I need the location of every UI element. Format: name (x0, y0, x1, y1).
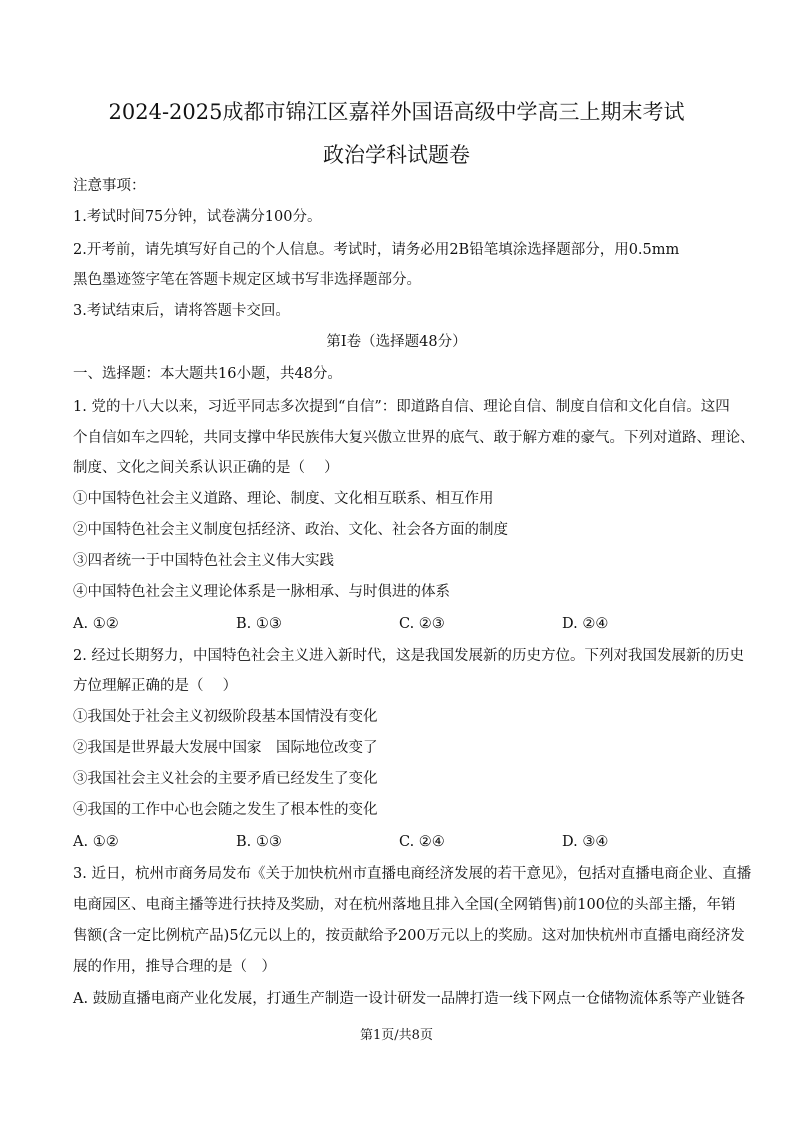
q1-option-b[interactable]: B. ①③ (236, 616, 282, 632)
page-number: 第1页/共8页 (360, 1028, 433, 1043)
q1-option-d[interactable]: D. ②④ (562, 616, 609, 632)
q1-stem-line-3: 制度、文化之间关系认识正确的是（ ） (73, 460, 339, 476)
q2-statement-4: ④我国的工作中心也会随之发生了根本性的变化 (73, 802, 378, 818)
notice-item-1: 1.考试时间75分钟，试卷满分100分。 (73, 209, 322, 225)
q2-statement-1: ①我国处于社会主义初级阶段基本国情没有变化 (73, 709, 378, 725)
section-title: 第Ⅰ卷（选择题48分） (326, 334, 467, 350)
q3-stem-line-3: 售额(含一定比例杭产品)5亿元以上的，按贡献给予200万元以上的奖励。这对加快杭州市直播电商经济发 (73, 928, 745, 944)
q1-statement-4: ④中国特色社会主义理论体系是一脉相承、与时俱进的体系 (73, 584, 450, 600)
q2-stem-line-2: 方位理解正确的是（ ） (73, 678, 238, 694)
notice-heading: 注意事项： (73, 178, 146, 194)
q1-statement-2: ②中国特色社会主义制度包括经济、政治、文化、社会各方面的制度 (73, 522, 508, 538)
q2-option-d[interactable]: D. ③④ (562, 834, 609, 850)
q2-statement-3: ③我国社会主义社会的主要矛盾已经发生了变化 (73, 771, 378, 787)
q2-option-c[interactable]: C. ②④ (399, 834, 445, 850)
q1-statement-3: ③四者统一于中国特色社会主义伟大实践 (73, 553, 334, 569)
q1-statement-1: ①中国特色社会主义道路、理论、制度、文化相互联系、相互作用 (73, 491, 494, 507)
q1-stem-line-1: 1. 党的十八大以来，习近平同志多次提到“自信”：即道路自信、理论自信、制度自信和文化自信。这四 (73, 399, 730, 415)
notice-item-2-cont: 黑色墨迹签字笔在答题卡规定区域书写非选择题部分。 (73, 272, 421, 288)
section-instruction: 一、选择题：本大题共16小题，共48分。 (73, 366, 342, 382)
q2-stem-line-1: 2. 经过长期努力，中国特色社会主义进入新时代，这是我国发展新的历史方位。下列对我国发展新的历史 (73, 648, 744, 664)
q3-stem-line-1: 3. 近日，杭州市商务局发布《关于加快杭州市直播电商经济发展的若干意见》，包括对直播电商企业、直播 (73, 866, 752, 882)
notice-item-2: 2.开考前，请先填写好自己的个人信息。考试时，请务必用2B铅笔填涂选择题部分，用0.5mm (73, 242, 680, 258)
q3-stem-line-4: 展的作用，推导合理的是（ ） (73, 959, 276, 975)
q1-option-a[interactable]: A. ①② (73, 616, 119, 632)
q1-stem-line-2: 个自信如车之四轮，共同支撑中华民族伟大复兴傲立世界的底气、敢于解方难的豪气。下列对道路、理论、 (73, 430, 755, 446)
q2-option-a[interactable]: A. ①② (73, 834, 119, 850)
q1-options (73, 614, 723, 634)
q3-stem-line-2: 电商园区、电商主播等进行扶持及奖励，对在杭州落地且排入全国(全网销售)前100位的头部主播，年销 (73, 897, 736, 913)
exam-title: 2024-2025成都市锦江区嘉祥外国语高级中学高三上期末考试 (108, 100, 685, 124)
exam-subtitle: 政治学科试题卷 (323, 143, 470, 167)
q1-option-c[interactable]: C. ②③ (399, 616, 445, 632)
q2-options (73, 832, 723, 852)
q3-option-a-partial[interactable]: A. 鼓励直播电商产业化发展，打通生产制造一设计研发一品牌打造一线下网点一仓储物流体系等产业链各 (73, 991, 746, 1007)
q2-statement-2: ②我国是世界最大发展中国家 国际地位改变了 (73, 740, 378, 756)
notice-item-3: 3.考试结束后，请将答题卡交回。 (73, 303, 290, 319)
q2-option-b[interactable]: B. ①③ (236, 834, 282, 850)
